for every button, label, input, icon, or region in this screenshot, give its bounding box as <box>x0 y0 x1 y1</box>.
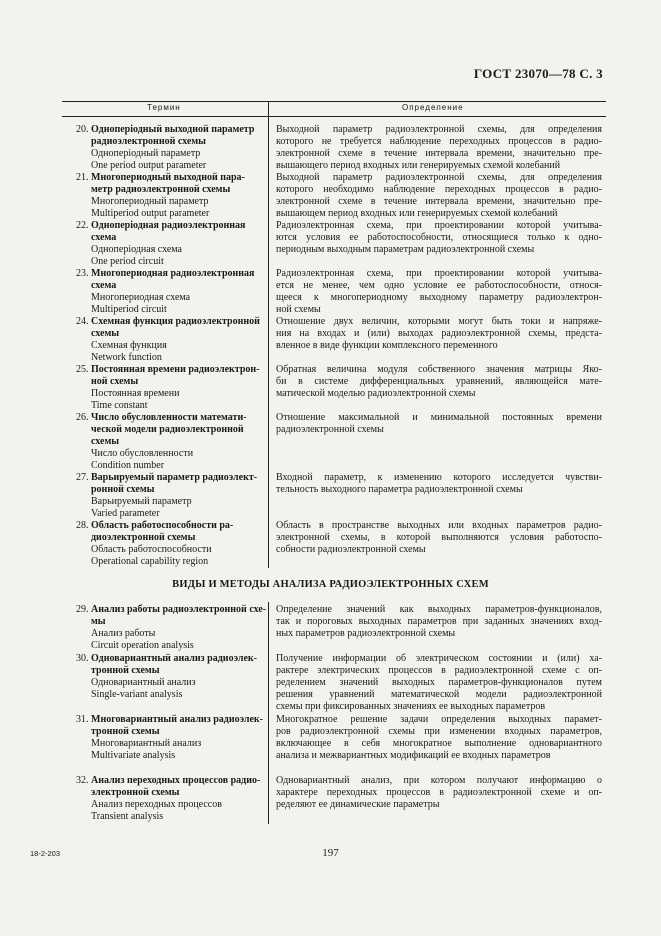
term-title-line: тронной схемы <box>91 725 160 737</box>
term-english-name: Circuit operation analysis <box>91 639 194 651</box>
term-title-line: радиоэлектронной схемы <box>91 135 206 147</box>
term-english-name: Time constant <box>91 399 148 411</box>
definition-line: ется не менее, чем одно условие ее работоспособности, относя- <box>276 279 602 291</box>
term-english-name: Varied parameter <box>91 507 160 519</box>
definition-line: вышающего период входных или генерируемых схемой колебаний <box>276 159 561 171</box>
definition-line: вленное в виде функции комплексного переменного <box>276 339 498 351</box>
term-title-line: Многопериодный выходной пара- <box>91 172 245 183</box>
term-number: 21. <box>76 172 89 183</box>
column-divider-upper <box>268 101 269 568</box>
term-english-name: Condition number <box>91 459 165 471</box>
page-number: 197 <box>322 847 339 859</box>
definition-line: так и пороговых выходных параметров при заданных значениях вход- <box>276 615 602 627</box>
definition-line: ются условия ее работоспособности, относящиеся только к одно- <box>276 231 602 243</box>
term-title-line: Число обусловленности математи- <box>91 412 247 423</box>
definition-line: Получение информации об электрическом состоянии и (или) ха- <box>276 653 602 664</box>
definition-line: ров радиоэлектронной схемы при изменении входных параметров, <box>276 725 602 737</box>
term-title-line: Схемная функция радиоэлектронной <box>91 316 260 327</box>
term-short-name: Варьируемый параметр <box>91 495 192 507</box>
term-cell <box>76 268 268 316</box>
term-cell <box>76 604 268 652</box>
term-cell <box>76 775 268 823</box>
term-title-line: Анализ работы радиоэлектронной схе- <box>91 604 267 615</box>
definition-cell <box>276 220 602 256</box>
definition-line: включающее в себя многократное выполнение одновариантного <box>276 737 602 749</box>
definition-line: ределяют ее динамические параметры <box>276 798 440 810</box>
definition-line: характере переходных процессов в радиоэлектронной схеме и оп- <box>276 786 602 798</box>
definition-line: ной схемы <box>276 303 321 315</box>
term-short-name: Многовариантный анализ <box>91 737 202 749</box>
term-cell <box>76 412 268 472</box>
term-number: 26. <box>76 412 89 423</box>
term-short-name: Многопериодный параметр <box>91 195 209 207</box>
term-number: 22. <box>76 220 89 231</box>
term-cell <box>76 220 268 268</box>
definition-line: Выходной параметр радиоэлектронной схемы, для определения <box>276 124 602 135</box>
term-number: 27. <box>76 472 89 483</box>
definition-line: рактере электрических процессов в радиоэлектронной схеме с оп- <box>276 664 602 676</box>
term-english-name: Transient analysis <box>91 810 164 822</box>
term-english-name: One period circuit <box>91 255 164 267</box>
definition-line: электронной схемы, в которой выполняются условия работоспо- <box>276 531 602 543</box>
term-number: 20. <box>76 124 89 135</box>
definition-line: которого не требуется наблюдение переходных процессов в радио- <box>276 135 602 147</box>
term-cell <box>76 714 268 762</box>
definition-cell <box>276 604 602 640</box>
column-header-term: Термин <box>147 103 181 112</box>
definition-cell <box>276 775 602 811</box>
definition-cell <box>276 653 602 713</box>
term-english-name: One period output parameter <box>91 159 207 171</box>
term-short-name: Число обусловленности <box>91 447 194 459</box>
term-number: 32. <box>76 775 89 786</box>
term-title-line: мы <box>91 615 106 627</box>
term-number: 23. <box>76 268 89 279</box>
term-cell <box>76 653 268 701</box>
term-english-name: Single-variant analysis <box>91 688 183 700</box>
term-number: 28. <box>76 520 89 531</box>
definition-line: схемы при фиксированных значениях ее выходных параметров <box>276 700 546 712</box>
definition-line: анализа и межвариантных модификаций ее входных параметров <box>276 749 551 761</box>
definition-cell <box>276 520 602 556</box>
definition-line: электронной схеме в течение интервала времени, значительно пре- <box>276 147 602 159</box>
definition-cell <box>276 412 602 436</box>
definition-cell <box>276 364 602 400</box>
term-english-name: Multiperiod circuit <box>91 303 167 315</box>
definition-line: тельность выходного параметра радиоэлектронной схемы <box>276 483 523 495</box>
footer-code: 18-2-203 <box>30 849 61 858</box>
definition-line: ния на входах и (или) выходах радиоэлектронной схемы, предста- <box>276 327 602 339</box>
term-title-line: Одноперіодная радиоэлектронная <box>91 220 246 231</box>
term-title-line: схемы <box>91 327 120 339</box>
definition-line: Одновариантный анализ, при котором получают информацию о <box>276 775 602 786</box>
definition-line: Область в пространстве выходных или входных параметров радио- <box>276 520 602 531</box>
definition-line: которого необходимо наблюдение переходных процессов в радио- <box>276 183 602 195</box>
term-title-line: Многопериодная радиоэлектронная <box>91 268 255 279</box>
definition-cell <box>276 124 602 172</box>
definition-line: решения уравнений математической модели радиоэлектронной <box>276 688 602 700</box>
definition-line: собности радиоэлектронной схемы <box>276 543 426 555</box>
term-short-name: Анализ работы <box>91 627 156 639</box>
definition-line: Входной параметр, к изменению которого исследуется чувстви- <box>276 472 602 483</box>
definition-line: Определение значений как выходных параметров-функционалов, <box>276 604 602 615</box>
definition-cell <box>276 268 602 316</box>
term-english-name: Multiperiod output parameter <box>91 207 210 219</box>
definition-line: вышающем период входных или генерируемых схемой колебаний <box>276 207 558 219</box>
definition-line: би в системе дифференциальных уравнений, являющейся мате- <box>276 375 602 387</box>
term-cell <box>76 172 268 220</box>
term-number: 24. <box>76 316 89 327</box>
definition-line: щееся к многопериодному выходному параметру радиоэлектрон- <box>276 291 602 303</box>
definition-line: электронной схеме в течение интервала времени, значительно пре- <box>276 195 602 207</box>
term-title-line: Варьируемый параметр радиоэлект- <box>91 472 258 483</box>
term-cell <box>76 472 268 520</box>
term-title-line: Одноперіодный выходной параметр <box>91 124 255 135</box>
section-title: ВИДЫ И МЕТОДЫ АНАЛИЗА РАДИОЭЛЕКТРОННЫХ СХЕМ <box>172 579 489 590</box>
definition-cell <box>276 472 602 496</box>
term-title-line: Анализ переходных процессов радио- <box>91 775 261 786</box>
term-number: 31. <box>76 714 89 725</box>
term-title-line: Многовариантный анализ радиоэлек- <box>91 714 263 725</box>
term-short-name: Область работоспособности <box>91 543 212 555</box>
page-header: ГОСТ 23070—78 С. 3 <box>473 66 603 81</box>
term-short-name: Анализ переходных процессов <box>91 798 222 810</box>
term-short-name: Постоянная времени <box>91 387 180 399</box>
term-title-line: диоэлектронной схемы <box>91 531 196 543</box>
term-english-name: Network function <box>91 351 162 363</box>
definition-line: матической моделью радиоэлектронной схемы <box>276 387 476 399</box>
term-short-name: Одноперіодный параметр <box>91 147 201 159</box>
definition-line: ных параметров радиоэлектронной схемы <box>276 627 456 639</box>
term-title-line: ронной схемы <box>91 483 155 495</box>
table-header <box>62 101 606 117</box>
term-english-name: Operational capability region <box>91 555 209 567</box>
term-short-name: Многопериодная схема <box>91 291 191 303</box>
definition-line: Радиоэлектронная схема, при проектировании которой учитыва- <box>276 220 602 231</box>
definition-line: Выходной параметр радиоэлектронной схемы, для определения <box>276 172 602 183</box>
term-title-line: схемы <box>91 435 120 447</box>
definition-line: Многократное решение задачи определения выходных парамет- <box>276 714 602 725</box>
term-english-name: Multivariate analysis <box>91 749 176 761</box>
term-title-line: тронной схемы <box>91 664 160 676</box>
term-title-line: Постоянная времени радиоэлектрон- <box>91 364 260 375</box>
term-cell <box>76 364 268 412</box>
term-title-line: Область работоспособности ра- <box>91 520 234 531</box>
definition-line: Радиоэлектронная схема, при проектировании которой учитыва- <box>276 268 602 279</box>
definition-line: Отношение двух величин, которыми могут быть токи и напряже- <box>276 316 602 327</box>
column-header-definition: Определение <box>402 103 464 112</box>
term-number: 25. <box>76 364 89 375</box>
definition-line: Обратная величина модуля собственного значения матрицы Яко- <box>276 364 602 375</box>
term-cell <box>76 124 268 172</box>
column-divider-lower <box>268 602 269 824</box>
term-title-line: схема <box>91 279 117 291</box>
term-title-line: электронной схемы <box>91 786 180 798</box>
term-title-line: схема <box>91 231 117 243</box>
term-short-name: Схемная функция <box>91 339 167 351</box>
term-title-line: Одновариантный анализ радиоэлек- <box>91 653 257 664</box>
term-number: 29. <box>76 604 89 615</box>
definition-cell <box>276 172 602 220</box>
definition-cell <box>276 714 602 762</box>
term-title-line: метр радиоэлектронной схемы <box>91 183 231 195</box>
term-cell <box>76 520 268 568</box>
term-short-name: Одновариантный анализ <box>91 676 196 688</box>
term-cell <box>76 316 268 364</box>
definition-line: ределением значений выходных параметров-функционалов путем <box>276 676 602 688</box>
definition-line: радиоэлектронной схемы <box>276 423 384 435</box>
term-number: 30. <box>76 653 89 664</box>
definition-line: периодным выходным параметрам радиоэлектронной схемы <box>276 243 535 255</box>
definition-line: Отношение максимальной и минимальной постоянных времени <box>276 412 602 423</box>
term-short-name: Одноперіодная схема <box>91 243 182 255</box>
definition-cell <box>276 316 602 352</box>
term-title-line: ной схемы <box>91 375 139 387</box>
term-title-line: ческой модели радиоэлектронной <box>91 423 244 435</box>
